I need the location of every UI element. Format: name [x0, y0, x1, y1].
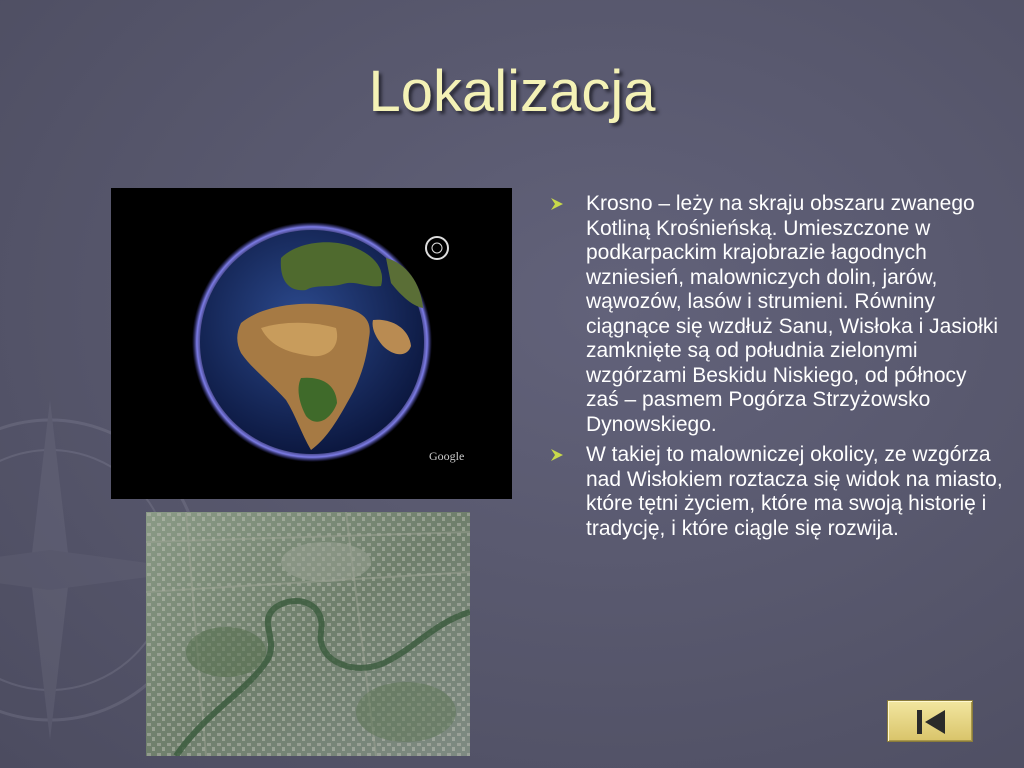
first-slide-button[interactable]	[887, 700, 973, 742]
globe-image	[111, 188, 512, 499]
aerial-city-photo	[146, 512, 470, 756]
arrow-bullet-icon	[550, 448, 564, 462]
slide-title: Lokalizacja	[368, 59, 656, 124]
bullet-text: Krosno – leży na skraju obszaru zwanego Kotliną Krośnieńską. Umieszczone w podkarpackim krajobrazie łagodnych wzniesień, malowniczych dolin, jarów, wąwozów, lasów i strumieni. Równiny ciągnące się wzdłuż Sanu, Wisłoka i Jasiołki zamknięte są od południa zielonymi wzgórzami Beskidu Niskiego, od północy zaś – pasmem Pogórza Strzyżowsko Dynowskiego.	[586, 192, 999, 436]
list-item	[548, 443, 1003, 541]
google-watermark: Google	[429, 449, 465, 463]
first-slide-icon	[888, 701, 974, 743]
arrow-bullet-icon	[550, 197, 564, 211]
list-item	[548, 192, 1003, 437]
bullet-text: W takiej to malowniczej okolicy, ze wzgórza nad Wisłokiem roztacza się widok na miasto, które tętni życiem, które ma swoją historię i tradycję, i które ciągle się rozwija.	[586, 443, 1003, 540]
bullet-list	[548, 192, 1003, 541]
slide-body	[548, 192, 1003, 547]
